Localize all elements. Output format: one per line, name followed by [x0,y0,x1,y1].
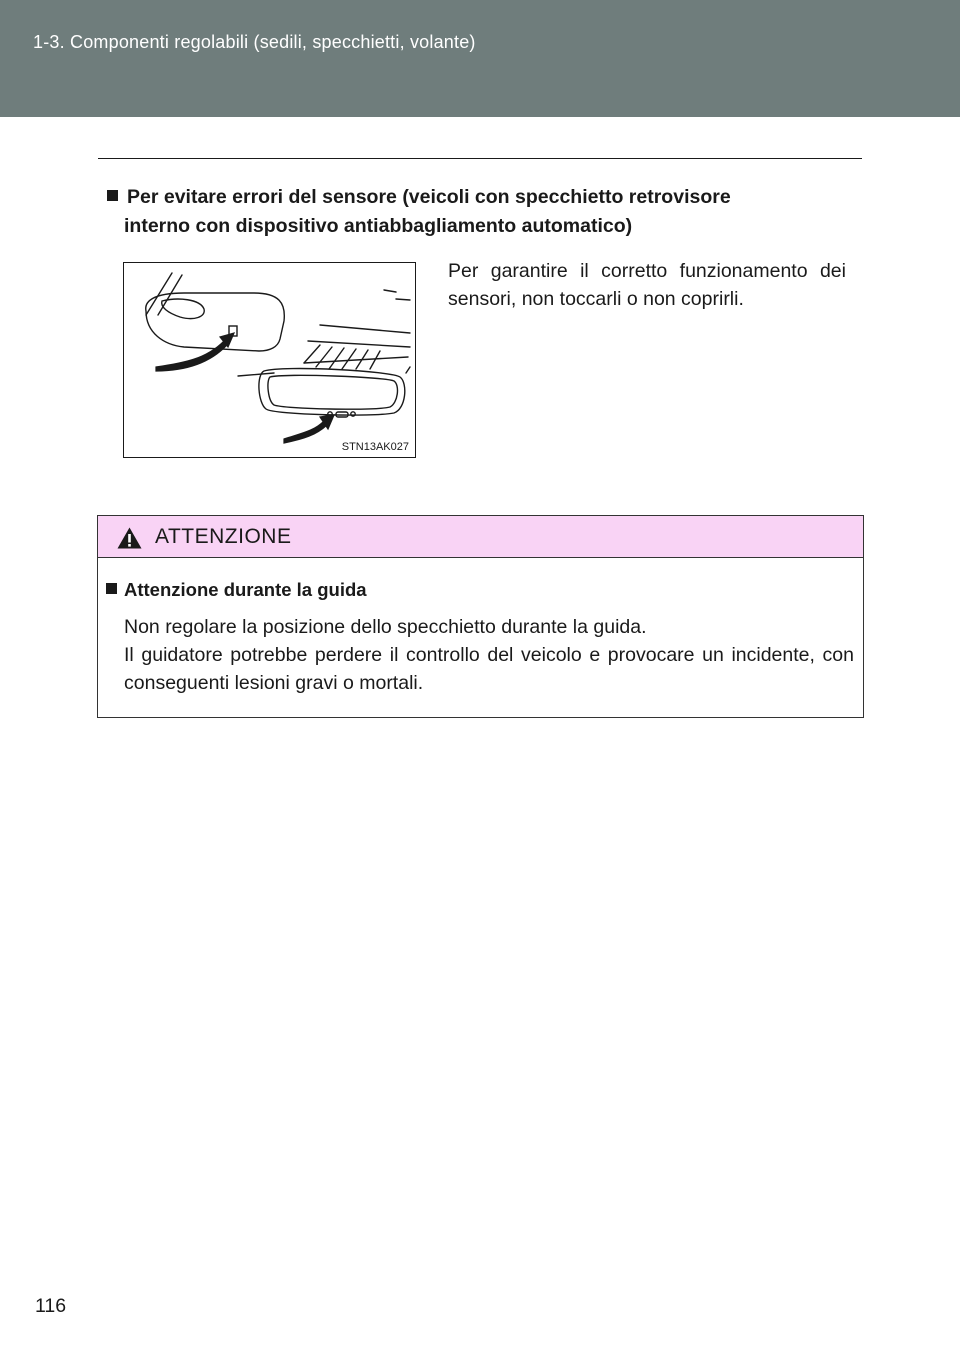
mirror-sensor-drawing [124,263,415,457]
warning-triangle-icon [116,526,143,550]
section-divider [98,158,862,159]
section-heading [107,183,853,241]
warning-paragraph-1: Non regolare la posizione dello specchietto durante la guida. [124,616,647,638]
section-heading-line1: Per evitare errori del sensore (veicoli con specchietto retrovisore [127,186,731,208]
page-number: 116 [35,1295,67,1317]
sensor-instruction-text: Per garantire il corretto funzionamento dei sensori, non toccarli o non coprirli. [448,260,846,310]
warning-paragraph-2: Il guidatore potrebbe perdere il controllo del veicolo e provocare un incidente, con conseguenti lesioni gravi o mortali. [124,644,854,694]
bullet-square-icon [107,190,118,201]
warning-body [124,613,854,697]
warning-subheading-text: Attenzione durante la guida [124,579,367,600]
mirror-sensor-illustration [123,262,416,458]
figure-code: STN13AK027 [341,441,409,453]
bullet-square-icon [106,583,117,594]
header-band [0,0,960,117]
warning-box [97,515,864,718]
warning-header [98,516,863,558]
warning-subheading [106,579,367,601]
section-heading-line2: interno con dispositivo antiabbagliamento automatico) [124,215,633,237]
warning-title: ATTENZIONE [155,525,292,548]
chapter-title: 1-3. Componenti regolabili (sedili, specchietti, volante) [33,32,476,52]
